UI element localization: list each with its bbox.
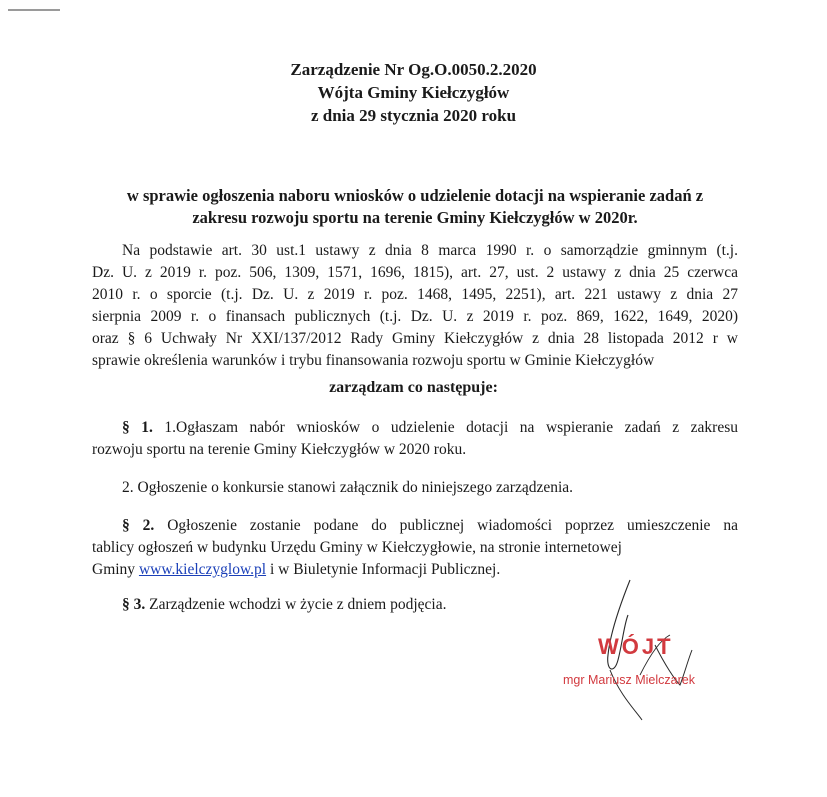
paragraph-2 <box>92 515 738 581</box>
legal-basis <box>92 240 738 372</box>
decree-statement: zarządzam co następuje: <box>329 379 498 396</box>
paragraph-1-text: 1.Ogłaszam nabór wniosków o udzielenie dotacji na wspieranie zadań z zakresu <box>152 419 739 436</box>
legal-basis-line: sprawie określenia warunków i trybu finansowania rozwoju sportu w Gminie Kiełczygłów <box>92 352 655 369</box>
legal-basis-line: Na podstawie art. 30 ust.1 ustawy z dnia 8 marca 1990 r. o samorządzie gminnym (t.j. <box>122 242 738 259</box>
legal-basis-line: 2010 r. o sporcie (t.j. Dz. U. z 2019 r. poz. 1468, 1495, 2251), art. 221 ustawy z dnia 27 <box>92 286 738 303</box>
subject-line: w sprawie ogłoszenia naboru wniosków o udzielenie dotacji na wspieranie zadań z <box>126 186 704 205</box>
legal-basis-line: oraz § 6 Uchwały Nr XXI/137/2012 Rady Gminy Kiełczygłów z dnia 28 listopada 2012 r w <box>92 330 738 347</box>
paragraph-1-line: rozwoju sportu na terenie Gminy Kiełczygłów w 2020 roku. <box>92 441 467 458</box>
paragraph-2-suffix: i w Biuletynie Informacji Publicznej. <box>266 561 501 578</box>
website-link[interactable]: www.kielczyglow.pl <box>138 561 267 578</box>
paragraph-2-line: tablicy ogłoszeń w budynku Urzędu Gminy w Kiełczygłowie, na stronie internetowej <box>92 539 622 556</box>
paragraph-1-label: § 1. <box>122 419 153 436</box>
paragraph-2-line <box>92 515 738 537</box>
paragraph-2-label: § 2. <box>122 517 155 534</box>
stamp-title: WÓJT <box>598 634 674 659</box>
subject-line: zakresu rozwoju sportu na terenie Gminy Kiełczygłów w 2020r. <box>192 208 638 227</box>
paragraph-3-text: Zarządzenie wchodzi w życie z dniem podjęcia. <box>145 596 447 613</box>
stamp-name: mgr Mariusz Mielczarek <box>563 673 695 687</box>
decree-number: Zarządzenie Nr Og.O.0050.2.2020 <box>290 60 537 79</box>
scan-mark <box>8 9 60 11</box>
decree-date: z dnia 29 stycznia 2020 roku <box>310 106 517 125</box>
legal-basis-line: sierpnia 2009 r. o finansach publicznych (t.j. Dz. U. z 2019 r. poz. 869, 1622, 1649, 2020) <box>92 308 738 325</box>
paragraph-1 <box>92 417 738 461</box>
issuer: Wójta Gminy Kiełczygłów <box>317 83 510 102</box>
decree-subject <box>80 185 750 229</box>
legal-basis-line: Dz. U. z 2019 r. poz. 506, 1309, 1571, 1696, 1815), art. 27, ust. 2 ustawy z dnia 25 czerwca <box>92 264 738 281</box>
paragraph-3-label: § 3. <box>122 596 146 613</box>
paragraph-1-line <box>92 417 738 439</box>
paragraph-2-prefix: Gminy <box>92 561 139 578</box>
paragraph-2-text: Ogłoszenie zostanie podane do publicznej wiadomości poprzez umieszczenie na <box>154 517 738 534</box>
paragraph-1-point-2: 2. Ogłoszenie o konkursie stanowi załącznik do niniejszego zarządzenia. <box>122 479 574 496</box>
